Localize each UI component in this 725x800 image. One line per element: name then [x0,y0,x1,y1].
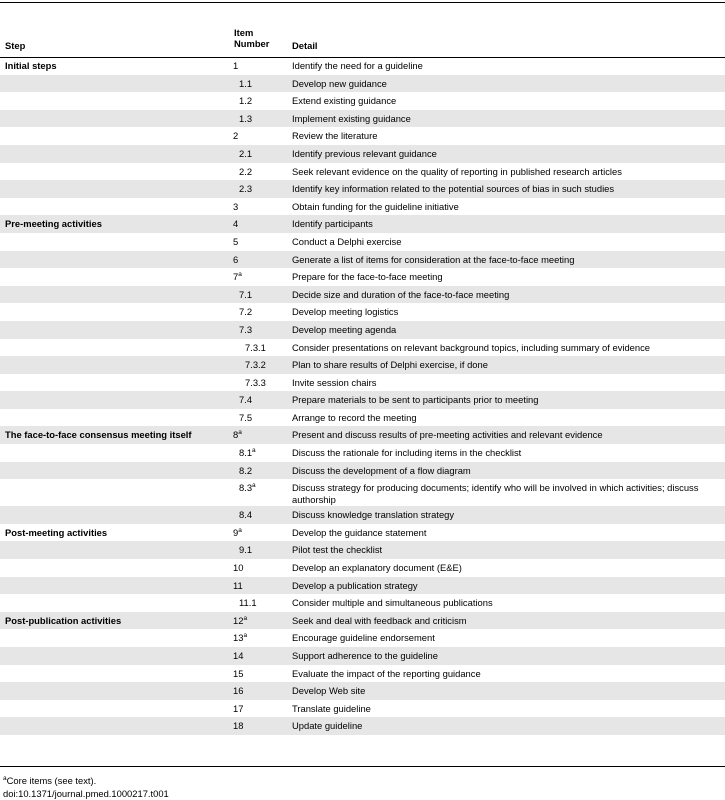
item-number: 4 [233,218,239,230]
item-number-cell [225,339,286,357]
step-cell [0,391,225,409]
item-number: 8.4 [239,509,253,521]
item-number: 16 [233,685,244,697]
item-number-cell [225,665,286,683]
detail-cell: Identify key information related to the potential sources of bias in such studies [286,180,725,198]
footnote [3,775,96,786]
item-number-cell [225,127,286,145]
step-cell: Pre-meeting activities [0,215,225,233]
item-number-cell [225,303,286,321]
detail-cell: Encourage guideline endorsement [292,632,435,644]
step-cell [0,665,225,683]
item-number: 15 [233,667,244,679]
detail-cell: Prepare for the face-to-face meeting [292,271,443,283]
detail-cell: Discuss knowledge translation strategy [286,506,725,524]
item-number-cell [225,391,286,409]
detail-cell: Translate guideline [292,702,371,714]
detail-cell: Discuss the rationale for including items in the checklist [292,447,522,459]
item-number-cell [225,426,286,444]
step-cell: Post-publication activities [0,612,225,630]
item-number: 7.3.2 [245,359,266,371]
step-cell [0,92,225,110]
bottom-rule [0,766,725,767]
detail-cell: Identify the need for a guideline [292,60,423,71]
footnote-text: Core items (see text). [6,775,97,786]
item-number-cell [225,321,286,339]
detail-cell: Extend existing guidance [292,95,397,107]
table-row [0,215,725,233]
step-cell [0,321,225,339]
table-row [0,321,725,339]
item-number-cell [225,215,286,233]
step-cell [0,682,225,700]
step-cell [0,198,225,216]
table-row [0,524,725,542]
detail-cell: Evaluate the impact of the reporting guidance [292,667,481,679]
core-item-marker: a [238,271,242,278]
detail-cell: Decide size and duration of the face-to-face meeting [286,286,725,304]
detail-cell: Seek relevant evidence on the quality of reporting in published research articles [292,165,622,177]
item-number-cell [225,92,286,110]
item-number: 1.2 [239,95,253,107]
detail-cell: Plan to share results of Delphi exercise, if done [286,356,725,374]
detail-cell: Develop meeting logistics [292,306,399,318]
core-item-marker: a [252,446,256,454]
header-step: Step [5,40,26,51]
item-number: 2 [233,130,239,142]
core-item-marker: a [243,614,248,622]
detail-cell: Implement existing guidance [286,110,725,128]
table-row [0,198,725,216]
item-number-cell [225,647,286,665]
table-row [0,127,725,145]
detail-cell: Pilot test the checklist [286,541,725,559]
item-number: 8.3 [239,482,253,494]
guideline-steps-table [0,57,725,735]
table-row [0,110,725,128]
item-number-cell [225,286,286,304]
item-number-cell [225,479,286,506]
item-number: 3 [233,200,239,212]
table-header [0,24,725,60]
header-detail: Detail [292,40,318,51]
detail-cell: Identify participants [286,215,725,233]
table-row [0,629,725,647]
item-number-cell [225,594,286,612]
item-number: 7.1 [239,288,253,300]
item-number-cell [225,612,286,630]
item-number-cell [225,682,286,700]
table-row [0,594,725,612]
step-cell [0,75,225,93]
item-number: 7.3.1 [245,341,266,353]
table-row [0,506,725,524]
step-cell [0,479,225,506]
item-number-cell [225,75,286,93]
item-number-cell [225,629,286,647]
step-cell [0,268,225,286]
table-row [0,268,725,286]
table-row [0,665,725,683]
step-cell [0,717,225,735]
step-cell [0,700,225,718]
item-number-cell [225,717,286,735]
step-cell [0,233,225,251]
step-cell [0,110,225,128]
table-row [0,339,725,357]
table-row [0,180,725,198]
header-item-line2: Number [234,38,270,49]
item-number-cell [225,541,286,559]
item-number-cell [225,163,286,181]
table-row [0,163,725,181]
detail-cell: Update guideline [286,717,725,735]
item-number-cell [225,251,286,269]
step-cell [0,594,225,612]
item-number-cell [225,57,286,75]
detail-cell: Present and discuss results of pre-meeting activities and relevant evidence [286,426,725,444]
step-cell: Initial steps [5,60,57,71]
item-number: 9.1 [239,544,253,556]
table-row [0,700,725,718]
detail-cell: Prepare materials to be sent to participants prior to meeting [286,391,725,409]
item-number: 12 [233,614,244,626]
step-cell [0,163,225,181]
item-number: 1.1 [239,77,253,89]
detail-cell: Support adherence to the guideline [286,647,725,665]
detail-cell: Conduct a Delphi exercise [292,235,402,247]
item-number-cell [225,180,286,198]
item-number: 11 [233,579,243,591]
table-row [0,559,725,577]
item-number: 7.3 [239,323,253,335]
detail-cell: Discuss strategy for producing documents; identify who will be involved in which activities; discuss authorship [292,482,699,505]
table-row [0,577,725,595]
item-number-cell [225,198,286,216]
step-cell [0,559,225,577]
table-row [0,391,725,409]
step-cell [0,647,225,665]
table-row [0,682,725,700]
core-item-marker: a [238,526,242,534]
table-row [0,374,725,392]
item-number: 18 [233,720,244,732]
item-number-cell [225,233,286,251]
step-cell: Post-meeting activities [5,526,108,538]
step-cell [0,127,225,145]
table-row [0,444,725,462]
item-number: 2.2 [239,165,253,177]
core-item-marker: a [238,429,242,437]
header-item-line1: Item [234,27,254,38]
item-number: 7.3.3 [245,376,266,388]
detail-cell: Invite session chairs [292,376,377,388]
item-number-cell [225,506,286,524]
step-cell [0,444,225,462]
step-cell [0,629,225,647]
detail-cell: Develop new guidance [286,75,725,93]
detail-cell: Generate a list of items for consideration at the face-to-face meeting [286,251,725,269]
detail-cell: Develop a publication strategy [286,577,725,595]
step-cell [0,541,225,559]
table-row [0,75,725,93]
table-row [0,286,725,304]
step-cell [0,303,225,321]
footnote-marker: a [3,774,7,782]
item-number: 17 [233,702,244,714]
table-row [0,426,725,444]
step-cell [0,180,225,198]
table-row [0,356,725,374]
detail-cell: Discuss the development of a flow diagram [286,462,725,480]
item-number-cell [225,374,286,392]
item-number-cell [225,110,286,128]
item-number: 13 [233,632,244,644]
item-number: 10 [233,562,244,574]
item-number: 8.1 [239,447,253,459]
step-cell [0,462,225,480]
item-number: 7.4 [239,394,253,406]
item-number-cell [225,700,286,718]
item-number-cell [225,145,286,163]
table-row [0,647,725,665]
item-number: 7.5 [239,411,253,423]
item-number-cell [225,462,286,480]
item-number-cell [225,268,286,286]
step-cell [0,339,225,357]
item-number-cell [225,356,286,374]
detail-cell: Develop an explanatory document (E&E) [292,562,462,574]
top-rule [0,2,725,3]
table-row [0,303,725,321]
table-row [0,92,725,110]
step-cell [0,409,225,427]
detail-cell: Identify previous relevant guidance [286,145,725,163]
core-item-marker: a [243,632,248,640]
detail-cell: Develop meeting agenda [286,321,725,339]
step-cell [0,356,225,374]
table-row [0,145,725,163]
item-number: 7.2 [239,306,253,318]
step-cell [0,506,225,524]
core-item-marker: a [252,482,256,490]
detail-cell: Review the literature [292,130,378,142]
item-number: 2.1 [239,147,253,159]
table-row [0,462,725,480]
item-number: 7 [233,271,239,283]
item-number: 11.1 [239,597,257,609]
step-cell [0,577,225,595]
detail-cell: Develop the guidance statement [292,526,427,538]
item-number: 1.3 [239,112,253,124]
item-number: 14 [233,650,244,661]
item-number-cell [225,444,286,462]
table-row [0,409,725,427]
detail-cell: Develop Web site [286,682,725,700]
item-number-cell [225,524,286,542]
step-cell [0,374,225,392]
item-number: 2.3 [239,183,253,195]
detail-cell: Consider presentations on relevant background topics, including summary of evidence [292,341,651,353]
item-number: 8 [233,429,239,441]
item-number: 1 [233,60,239,71]
table-row [0,251,725,269]
doi-text: doi:10.1371/journal.pmed.1000217.t001 [3,788,169,799]
item-number-cell [225,409,286,427]
table-row [0,541,725,559]
detail-cell: Obtain funding for the guideline initiative [292,200,459,212]
step-cell [0,286,225,304]
step-cell [0,251,225,269]
item-number: 5 [233,235,239,247]
table-row [0,717,725,735]
item-number: 6 [233,253,239,265]
table-row [0,479,725,506]
detail-cell: Consider multiple and simultaneous publications [292,597,493,609]
detail-cell: Seek and deal with feedback and criticism [286,612,725,630]
table-row [0,612,725,630]
step-cell [0,145,225,163]
detail-cell: Arrange to record the meeting [292,411,417,423]
item-number: 9 [233,526,239,538]
item-number-cell [225,559,286,577]
table-row [0,57,725,75]
item-number: 8.2 [239,464,253,476]
step-cell: The face-to-face consensus meeting itself [0,426,225,444]
table-row [0,233,725,251]
item-number-cell [225,577,286,595]
